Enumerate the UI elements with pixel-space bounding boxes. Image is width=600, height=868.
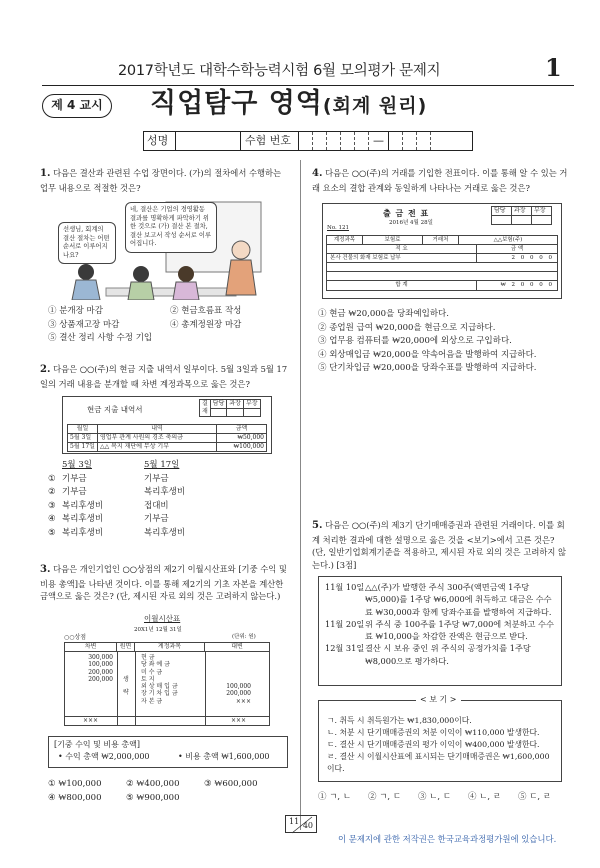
question-text: 다음은 ○○(주)의 현금 지출 내역서 일부이다. 5월 3일과 5월 17일의 거래 내용을 분개할 때 차변 계정과목으로 옳은 것은?: [40, 364, 288, 389]
option-4[interactable]: [48, 513, 288, 527]
current-page: 11: [289, 817, 300, 826]
approval-table: [491, 206, 552, 225]
transaction-date: 11월 20일: [325, 618, 365, 629]
q3-options: [48, 778, 288, 805]
option-1[interactable]: ① 현금 ₩20,000을 당좌예입하다.: [318, 309, 449, 319]
tb-item: 현 금: [141, 654, 155, 661]
tb-omit: 생: [123, 676, 129, 683]
col-header: 계정과목: [135, 643, 205, 651]
option-3[interactable]: ③ ㄴ, ㄷ: [418, 792, 452, 802]
option-value: 복리후생비: [62, 500, 104, 511]
bogi-item: ㄴ. 처분 시 단기매매증권의 처분 이익이 ₩110,000 발생한다.: [327, 728, 540, 738]
exam-no-digit[interactable]: [355, 132, 369, 150]
option-2[interactable]: ② 현금흐름표 작성: [170, 306, 242, 316]
option-1[interactable]: ① ㄱ, ㄴ: [318, 792, 352, 802]
exam-no-digit[interactable]: [299, 132, 313, 150]
question-number: 4.: [312, 168, 323, 179]
slip-label: 적 요: [327, 245, 477, 253]
expense-total: • 비용 총액 ₩1,600,000: [178, 752, 270, 761]
option-5[interactable]: [48, 527, 288, 541]
question-1: [40, 166, 288, 194]
table-cell: 5월 17일: [68, 443, 98, 452]
transaction-entry: [325, 618, 555, 643]
slip-total-label: 합 계: [327, 281, 477, 290]
period-badge: 제 4 교시: [42, 94, 112, 118]
tb-item: 당 좌 예 금: [141, 661, 170, 669]
option-marker: ③: [48, 500, 56, 511]
tb-item: 토 지: [141, 675, 155, 683]
option-5[interactable]: ⑤ ₩900,000: [126, 792, 180, 803]
subject-sub: (회계 원리): [322, 95, 428, 117]
slip-description: 본사 건물의 화재 보험료 납부: [327, 254, 477, 262]
col-head-may17: 5월 17일: [144, 460, 180, 470]
question-2: [40, 362, 290, 390]
name-exam-box: [143, 131, 473, 151]
col-header: 원면: [117, 643, 135, 651]
transaction-entry: [325, 642, 555, 667]
option-3[interactable]: [48, 500, 288, 514]
bogi-item: ㄷ. 결산 시 단기매매증권의 평가 이익이 ₩400,000 발생한다.: [327, 740, 540, 750]
tb-item: 외 상 매 입 금: [141, 683, 178, 691]
exam-no-digit[interactable]: [341, 132, 355, 150]
option-1[interactable]: ① 분개장 마감: [48, 306, 103, 316]
slip-title: 현금 지출 내역서: [87, 405, 143, 414]
option-marker: ①: [48, 473, 56, 484]
table-cell: 영업부 관계 사원의 경조 축의금: [98, 434, 217, 443]
name-label: 성명: [144, 132, 176, 150]
q4-options: [318, 308, 568, 376]
option-3[interactable]: ③ 업무용 컴퓨터를 ₩20,000에 외상으로 구입하다.: [318, 336, 512, 347]
tb-debit: 200,000: [88, 668, 113, 676]
tb-item: 미 수 금: [141, 668, 163, 676]
option-2[interactable]: ② ₩400,000: [126, 779, 180, 789]
col-header: 차변: [65, 643, 117, 651]
transaction-text: 위 주식 중 100주를 1주당 ₩7,000에 처분하고 수수료 ₩10,000을 차감한 잔액은 현금으로 받다.: [365, 618, 554, 642]
tb-debit: 300,000: [88, 654, 113, 661]
option-4[interactable]: ④ ₩800,000: [48, 792, 102, 803]
exam-title: 2017학년도 대학수학능력시험 6월 모의평가 문제지: [118, 63, 441, 79]
question-number: 5.: [312, 520, 323, 531]
revenue-expense-box: [48, 736, 288, 768]
slip-total: ₩ 2 0 0 0 0: [500, 282, 554, 288]
option-2[interactable]: ② ㄱ, ㄷ: [368, 792, 402, 802]
tb-item: 장 기 차 입 금: [141, 690, 178, 698]
option-1[interactable]: [48, 473, 288, 487]
option-marker: ④: [48, 514, 56, 525]
exam-no-dash: —: [369, 132, 389, 150]
option-marker: ②: [48, 487, 56, 498]
tb-title: 이월시산표: [144, 614, 181, 623]
col-header: 대변: [231, 643, 243, 650]
transaction-date: 11월 10일: [325, 582, 365, 592]
tb-debit: 100,000: [88, 661, 113, 669]
option-value: 복리후생비: [62, 514, 104, 525]
tb-total-debit: ×××: [83, 717, 99, 724]
question-number: 1.: [40, 168, 51, 179]
table-cell: △△ 복지 재단에 무상 기부: [98, 443, 217, 452]
question-text: 다음은 결산과 관련된 수업 장면이다. (가)의 절차에서 수행하는 업무 내용으로 적절한 것은?: [40, 168, 282, 193]
option-value: 기부금: [62, 473, 87, 484]
tb-total-credit: ×××: [231, 717, 247, 724]
option-3[interactable]: ③ ₩600,000: [204, 779, 258, 789]
option-value: 기부금: [144, 473, 169, 484]
col-header: 금액: [217, 425, 267, 434]
student-speech-bubble: 선생님, 회계의 결산 절차는 어떤 순서로 이루어지나요?: [58, 222, 116, 264]
option-value: 복리후생비: [144, 527, 186, 538]
transaction-date: 12월 31일: [325, 643, 365, 654]
option-4[interactable]: ④ 외상매입금 ₩20,000을 약속어음을 발행하여 지급하다.: [318, 349, 537, 360]
slip-label: 거래처: [423, 236, 459, 244]
table-row: [68, 434, 267, 443]
question-5: [312, 518, 570, 572]
option-value: 기부금: [144, 514, 169, 525]
approval-label: 결재: [200, 400, 211, 417]
col-head-may3: 5월 3일: [62, 460, 92, 470]
bogi-box: [318, 700, 562, 782]
copyright-notice: 이 문제지에 관한 저작권은 한국교육과정평가원에 있습니다.: [338, 834, 557, 844]
slip-title: 출 금 전 표: [383, 208, 430, 218]
table-cell: ₩100,000: [217, 443, 267, 452]
approval-role: 부장: [532, 207, 552, 216]
transaction-entry: [325, 581, 555, 618]
bogi-item: ㄱ. 취득 시 취득원가는 ₩1,830,000이다.: [327, 716, 472, 725]
option-4[interactable]: ④ ㄴ, ㄹ: [468, 792, 502, 802]
option-value: 접대비: [144, 500, 169, 511]
approval-role: 담당: [492, 207, 512, 216]
cash-expenditure-slip: [62, 396, 272, 454]
question-text: 다음은 ○○(주)의 거래를 기입한 전표이다. 이를 통해 알 수 있는 거래 요소의 결합 관계와 동일하게 나타나는 거래로 옳은 것은?: [312, 168, 568, 193]
option-5[interactable]: ⑤ ㄷ, ㄹ: [518, 792, 552, 802]
slip-grid: [326, 235, 558, 291]
page-indicator: [285, 815, 317, 833]
approval-role: 과장: [512, 207, 532, 216]
revenue-total: • 수익 총액 ₩2,000,000: [58, 752, 150, 761]
q2-options: [48, 459, 288, 541]
tb-credit: 200,000: [226, 690, 251, 698]
transaction-text: 결산 시 보유 중인 위 주식의 공정가치를 1주당 ₩8,000으로 평가하다.: [365, 643, 531, 666]
option-3[interactable]: ③ 상품재고장 마감: [48, 319, 120, 330]
bogi-item: ㄹ. 결산 시 이월시산표에 표시되는 단기매매증권은 ₩1,600,000이다.: [327, 752, 550, 774]
teacher-speech-bubble: 네, 결산은 기업의 경영활동 결과를 명확하게 파악하기 위한 것으로 (가) 결산 본 절차, 결산 보고서 작성 순서로 이루어집니다.: [125, 202, 217, 253]
table-row: [68, 443, 267, 452]
slip-label: 계정과목: [327, 236, 363, 244]
tb-credit: ×××: [235, 697, 251, 705]
tb-unit: (단위: 원): [232, 634, 256, 640]
option-value: 기부금: [62, 487, 87, 498]
tb-credit: 100,000: [226, 683, 251, 690]
table-cell: 5월 3일: [68, 434, 98, 443]
question-4: [312, 166, 570, 194]
slip-amount: 2 0 0 0 0: [511, 255, 554, 261]
page-number: 1: [545, 53, 562, 82]
total-pages: 40: [302, 821, 313, 831]
tb-grid: [64, 642, 270, 726]
question-3: [40, 562, 290, 603]
subject-main: 직업탐구 영역: [150, 88, 323, 119]
name-field[interactable]: [176, 132, 241, 150]
q5-options: [318, 791, 568, 805]
exam-no-digit[interactable]: [327, 132, 341, 150]
exam-no-digit[interactable]: [431, 132, 445, 150]
col-header: 월일: [68, 425, 98, 434]
option-value: 복리후생비: [62, 527, 104, 538]
tb-item: 자 본 금: [141, 697, 163, 705]
option-marker: ⑤: [48, 527, 56, 538]
option-value: 복리후생비: [144, 487, 186, 498]
option-2[interactable]: [48, 486, 288, 500]
exam-no-label: 수험 번호: [241, 132, 299, 150]
approval-role: 부장: [243, 400, 260, 409]
withdrawal-slip: [322, 203, 562, 299]
q1-options: [48, 305, 288, 346]
slip-label: 금 액: [510, 246, 524, 252]
option-5[interactable]: ⑤ 결산 정리 사항 수정 기입: [48, 333, 153, 344]
exam-no-digit[interactable]: [403, 132, 417, 150]
option-4[interactable]: ④ 총계정원장 마감: [170, 319, 242, 330]
question-text: 다음은 개인기업인 ○○상점의 제2기 이월시산표와 [기중 수익 및 비용 총액]을 나타낸 것이다. 이를 통해 제2기의 기초 자본을 계산한 금액으로 옳은 것은? (단, 제시된 자료 외의 것은 고려하지 않는다.): [40, 564, 287, 602]
tb-debit: 200,000: [88, 675, 113, 683]
question-number: 3.: [40, 564, 51, 575]
slip-no: No. 121: [327, 225, 350, 231]
table-cell: ₩50,000: [217, 434, 267, 443]
tb-omit: 략: [123, 689, 129, 696]
tb-company: ○○상점: [64, 634, 87, 641]
approval-role: 담당: [210, 400, 227, 409]
tb-date: 20X1년 12월 31일: [134, 627, 182, 633]
option-1[interactable]: ① ₩100,000: [48, 779, 102, 789]
exam-no-digit[interactable]: [389, 132, 403, 150]
question-number: 2.: [40, 364, 51, 375]
option-5[interactable]: ⑤ 단기차입금 ₩20,000을 당좌수표를 발행하여 지급하다.: [318, 363, 537, 374]
expense-table: [67, 424, 267, 452]
slip-partner: △△보험(주): [493, 237, 523, 243]
approval-role: 과장: [227, 400, 244, 409]
exam-no-digit[interactable]: [417, 132, 431, 150]
col-header: 내역: [98, 425, 217, 434]
transaction-text: △△(주)가 발행한 주식 300주(액면금액 1주당 ₩5,000)를 1주당 ₩6,000에 취득하고 대금은 수수료 ₩30,000과 함께 당좌수표를 발행하여 지급하다.: [365, 582, 552, 617]
column-divider: [300, 160, 301, 830]
box-title: [기중 수익 및 비용 총액]: [54, 740, 140, 749]
subject-title: [150, 86, 427, 122]
bogi-title: < 보 기 >: [416, 695, 461, 706]
slip-date: 2016년 4월 28일: [389, 220, 433, 226]
question-text: 다음은 ○○(주)의 제3기 단기매매증권과 관련된 거래이다. 이를 회계 처리한 결과에 대한 설명으로 옳은 것을 <보기>에서 고른 것은? (단, 일반기업회계기준을 적용하고, 제시된 자료 외의 것은 고려하지 않는다.) [3점]: [312, 520, 567, 571]
slip-account: 보험료: [363, 236, 423, 244]
option-2[interactable]: ② 종업원 급여 ₩20,000을 현금으로 지급하다.: [318, 322, 496, 333]
trial-balance: [64, 614, 270, 726]
approval-table: [199, 399, 261, 417]
transaction-box: [318, 576, 562, 686]
exam-no-digit[interactable]: [313, 132, 327, 150]
